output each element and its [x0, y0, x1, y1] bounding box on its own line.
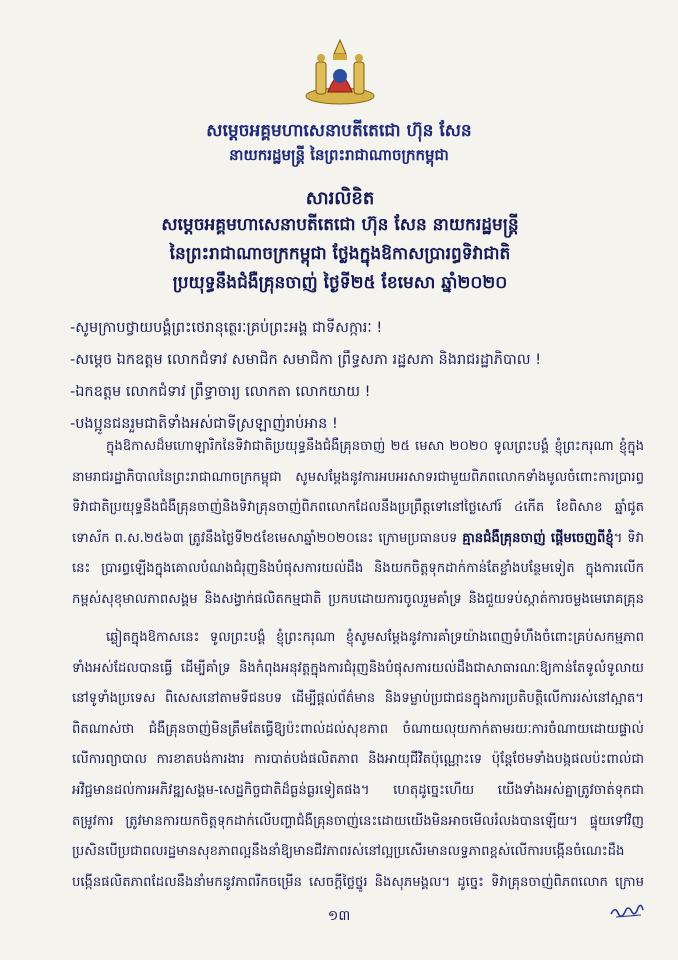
handwritten-initials-icon: [608, 898, 646, 922]
paragraph-text: ក្នុងឱកាសដ៏មហោឡារិកនៃទិវាជាតិប្រយុទ្ធនឹងជំងឺគ្រុនចាញ់ ២៥ មេសា ២០២០ ទូលព្រះបង្គំ ខ្ញុំព្រះករុណា ខ្ញុំក្នុងនាមរាជរដ្ឋាភិបាលនៃព្រះរាជាណាចក្រកម្ពុជា សូមសម្ដែងនូវការអបអរសាទរជាមួយពិភពលោកទាំងមូលចំពោះការប្រារព្ធទិវាជាតិប្រយុទ្ធនឹងជំងឺគ្រុនចាញ់និងទិវាគ្រុនចាញ់ពិភពលោកដែលនឹងប្រព្រឹត្តទៅនៅថ្ងៃសៅរ៍ ៤កើត ខែពិសាខ ឆ្នាំជូត ទោស័ក ព.ស.២៥៦៣ ត្រូវនឹងថ្ងៃទី២៥ខែមេសាឆ្នាំ២០២០នេះ ក្រោមប្រធានបទ: [72, 439, 644, 546]
sender-position: នាយករដ្ឋមន្ត្រី នៃព្រះរាជាណាចក្រកម្ពុជា: [229, 146, 449, 164]
heading-line-1: សម្ដេចអគ្គមហាសេនាបតីតេជោ ហ៊ុន សែន នាយករដ្ឋមន្ត្រី: [161, 215, 519, 235]
salutation-item: -សូមក្រាបថ្វាយបង្គំព្រះថេរានុត្ថេរៈគ្រប់ព្រះអង្គ ជាទីសក្ការៈ !: [70, 320, 383, 336]
paragraph-text: ។ ទិវានេះ ប្រារព្ធឡើងក្នុងគោលបំណងជំរុញនិងបំផុសការយល់ដឹង និងយកចិត្តទុកដាក់កាន់តែខ្លាំងបន្ថែមទៀត ក្នុងការលើកកម្ពស់សុខុមាលភាពសង្គម និងសង្វាក់ផលិតកម្មជាតិ ប្រកបដោយការចូលរួមគាំទ្រ និងជួយទប់ស្កាត់ការចម្លងមេរោគគ្រុន: [72, 530, 644, 607]
paragraph-text: ឆ្លៀតក្នុងឱកាសនេះ ទូលព្រះបង្គំ ខ្ញុំព្រះករុណា ខ្ញុំសូមសម្ដែងនូវការគាំទ្រយ៉ាងពេញទំហឹងចំពោះគ្រប់សកម្មភាពទាំងអស់ដែលបានធ្វើ ដើម្បីគាំទ្រ និងកំពុងអនុវត្តក្នុងការជំរុញនិងបំផុសការយល់ដឹងជាសាធារណៈឱ្យកាន់តែទូលំទូលាយនៅទូទាំងប្រទេស ពិសេសនៅតាមទីជនបទ ដើម្បីផ្ដល់ព័ត៌មាន និងទម្លាប់ប្រជាជនក្នុងការប្រតិបត្តិលើការរស់នៅស្អាត។ ពិតណាស់ថា ជំងឺគ្រុនចាញ់មិនត្រឹមតែធ្វើឱ្យប៉ះពាល់ដល់សុខភាព ចំណាយលុយកាក់តាមរយៈការចំណាយដោយផ្ទាល់លើការព្យាបាល ការខាតបង់ការងារ ការបាត់បង់ផលិតភាព និងអាយុជីវិតប៉ុណ្ណោះទេ ប៉ុន្តែថែមទាំងបង្កផលប៉ះពាល់ជាអវិជ្ជមានដល់ការអភិវឌ្ឍសង្គម-សេដ្ឋកិច្ចជាតិដ៏ធ្ងន់ធ្ងរទៀតផង។ ហេតុដូច្នេះហើយ យើងទាំងអស់គ្នាត្រូវចាត់ទុកជាតម្រូវការ ត្រូវមានការយកចិត្តទុកដាក់លើបញ្ហាជំងឺគ្រុនចាញ់នេះដោយយើងមិនអាចមើលរំលងបានឡើយ។ ផ្ទុយទៅវិញ ប្រសិនបើប្រជាពលរដ្ឋមានសុខភាពល្អនឹងនាំឱ្យមានជីវភាពរស់នៅល្អប្រសើរមានលទ្ធភាពខ្ពស់លើការបង្កើនចំណេះដឹង បង្កើនផលិតភាពដែលនឹងនាំមកនូវភាពរីកចម្រើន សេចក្ដីថ្លៃថ្នូរ និងសុភមង្គល។ ដូច្នេះ ទិវាគ្រុនចាញ់ពិភពលោក ក្រោម: [72, 630, 644, 890]
heading-line-3: ប្រយុទ្ធនឹងជំងឺគ្រុនចាញ់ ថ្ងៃទី២៥ ខែមេសា ឆ្នាំ២០២០: [172, 273, 508, 293]
document-type-title: សារលិខិត: [305, 188, 375, 209]
theme-slogan: គ្មានជំងឺគ្រុនចាញ់ ផ្ដើមចេញពីខ្ញុំ: [462, 530, 614, 546]
body-paragraph-1: [72, 432, 644, 616]
royal-emblem-icon: [298, 36, 382, 108]
page-number: ១៣: [327, 908, 351, 924]
salutation-list: [70, 312, 650, 440]
salutation-item: -បងប្អូនជនរួមជាតិទាំងអស់ជាទីស្រឡាញ់រាប់អាន !: [70, 416, 338, 432]
body-paragraph-2: [72, 623, 644, 899]
salutation-item: -ឯកឧត្ដម លោកជំទាវ ព្រឹទ្ធាចារ្យ លោកតា លោកយាយ !: [70, 384, 371, 400]
salutation-item: -សម្ដេច ឯកឧត្ដម លោកជំទាវ សមាជិក សមាជិកា ព្រឹទ្ធសភា រដ្ឋសភា និងរាជរដ្ឋាភិបាល !: [70, 352, 542, 368]
sender-name: សម្ដេចអគ្គមហាសេនាបតីតេជោ ហ៊ុន សែន: [206, 121, 472, 141]
heading-line-2: នៃព្រះរាជាណាចក្រកម្ពុជា ថ្លែងក្នុងឱកាសប្រារព្ធទិវាជាតិ: [169, 244, 511, 264]
